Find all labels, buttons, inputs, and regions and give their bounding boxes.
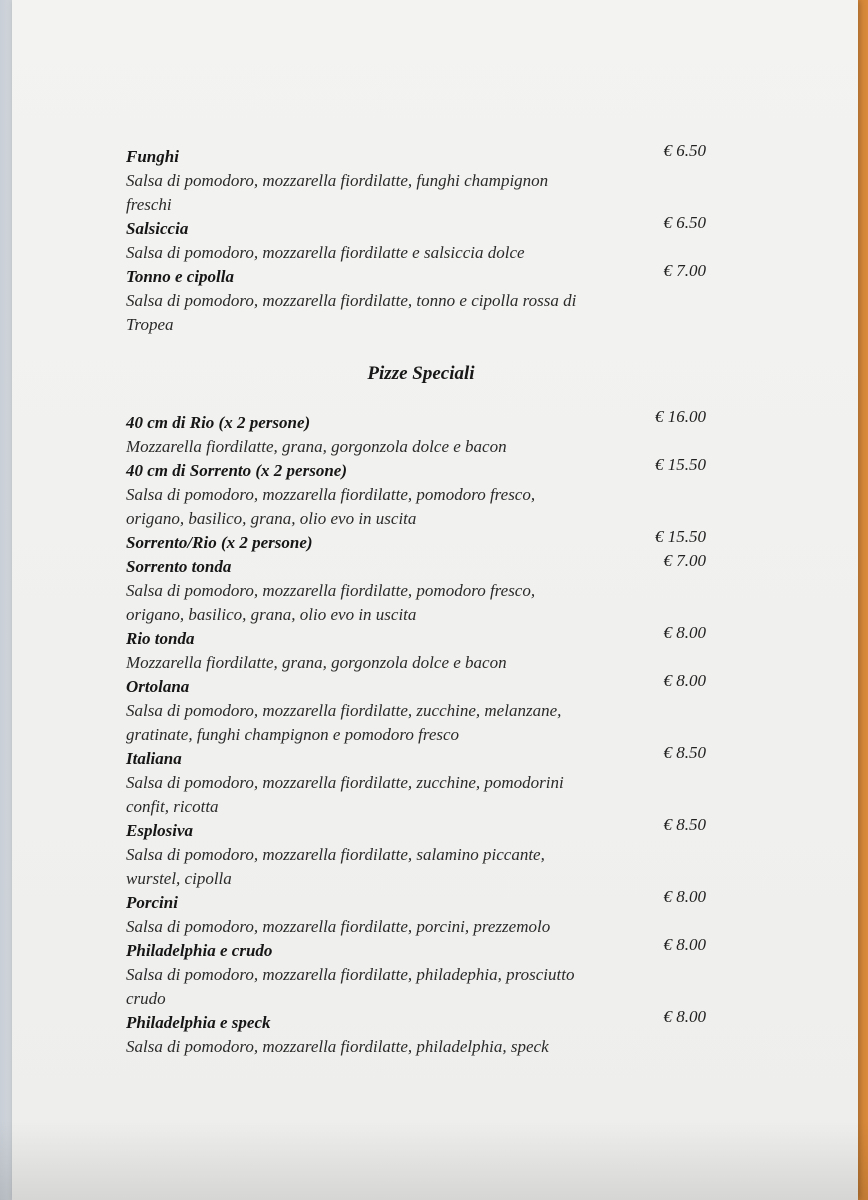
item-name: Sorrento tonda: [126, 557, 232, 576]
item-name: Philadelphia e speck: [126, 1013, 271, 1032]
item-description-line: wurstel, cipolla: [126, 869, 232, 888]
item-description-line: Salsa di pomodoro, mozzarella fiordilatte, porcini, prezzemolo: [126, 917, 551, 936]
item-name: Rio tonda: [126, 629, 195, 648]
menu-item: [126, 815, 706, 891]
item-name: Tonno e cipolla: [126, 267, 234, 286]
item-name: 40 cm di Rio (x 2 persone): [126, 413, 311, 432]
menu-item: [126, 671, 706, 747]
item-name: Italiana: [126, 749, 182, 768]
menu-item: [126, 455, 706, 531]
item-name: Ortolana: [126, 677, 190, 696]
item-description-line: Salsa di pomodoro, mozzarella fiordilatte, philadelphia, speck: [126, 1037, 549, 1056]
item-description-line: Salsa di pomodoro, mozzarella fiordilatte, pomodoro fresco,: [126, 485, 536, 504]
item-name: Porcini: [126, 893, 178, 912]
item-description-line: Salsa di pomodoro, mozzarella fiordilatte, salamino piccante,: [126, 845, 545, 864]
item-price: € 6.50: [663, 213, 706, 232]
item-description-line: Salsa di pomodoro, mozzarella fiordilatte, tonno e cipolla rossa di: [126, 291, 577, 310]
item-description-line: crudo: [126, 989, 166, 1008]
menu-item: [126, 623, 706, 675]
item-price: € 6.50: [663, 141, 706, 160]
item-price: € 8.50: [663, 743, 706, 762]
item-description-line: Salsa di pomodoro, mozzarella fiordilatte, pomodoro fresco,: [126, 581, 536, 600]
item-price: € 7.00: [663, 551, 706, 570]
item-price: € 16.00: [655, 407, 706, 426]
item-price: € 15.50: [655, 527, 706, 546]
item-price: € 7.00: [663, 261, 706, 280]
item-name: Funghi: [126, 147, 179, 166]
menu-item: [126, 1007, 706, 1059]
menu-item: [126, 743, 706, 819]
item-description-line: confit, ricotta: [126, 797, 219, 816]
menu-item: [126, 213, 706, 265]
item-description-line: freschi: [126, 195, 172, 214]
item-price: € 8.00: [663, 1007, 706, 1026]
menu-item: [126, 887, 706, 939]
item-name: Esplosiva: [126, 821, 194, 840]
item-description-line: Salsa di pomodoro, mozzarella fiordilatte, philadephia, prosciutto: [126, 965, 575, 984]
item-description-line: Salsa di pomodoro, mozzarella fiordilatte, zucchine, melanzane,: [126, 701, 562, 720]
item-description-line: origano, basilico, grana, olio evo in uscita: [126, 605, 417, 624]
item-description-line: Salsa di pomodoro, mozzarella fiordilatte e salsiccia dolce: [126, 243, 525, 262]
item-description-line: Salsa di pomodoro, mozzarella fiordilatte, zucchine, pomodorini: [126, 773, 564, 792]
item-price: € 8.00: [663, 887, 706, 906]
menu-item: [126, 261, 706, 337]
item-name: Salsiccia: [126, 219, 189, 238]
menu-item: [126, 527, 706, 555]
item-price: € 15.50: [655, 455, 706, 474]
section-title: Pizze Speciali: [367, 363, 475, 384]
item-price: € 8.00: [663, 671, 706, 690]
menu-item: [126, 407, 706, 459]
item-price: € 8.00: [663, 935, 706, 954]
item-description-line: Tropea: [126, 315, 174, 334]
menu-content: [126, 141, 706, 1059]
special-items-list: [126, 407, 706, 1059]
item-price: € 8.50: [663, 815, 706, 834]
item-name: Philadelphia e crudo: [126, 941, 273, 960]
item-description-line: gratinate, funghi champignon e pomodoro fresco: [126, 725, 460, 744]
menu-item: [126, 551, 706, 627]
item-description-line: Mozzarella fiordilatte, grana, gorgonzola dolce e bacon: [126, 437, 507, 456]
menu-item: [126, 141, 706, 217]
item-name: 40 cm di Sorrento (x 2 persone): [126, 461, 347, 480]
item-name: Sorrento/Rio (x 2 persone): [126, 533, 313, 552]
item-description-line: Salsa di pomodoro, mozzarella fiordilatte, funghi champignon: [126, 171, 549, 190]
top-items-list: [126, 141, 706, 337]
menu-item: [126, 935, 706, 1011]
item-description-line: Mozzarella fiordilatte, grana, gorgonzola dolce e bacon: [126, 653, 507, 672]
item-price: € 8.00: [663, 623, 706, 642]
item-description-line: origano, basilico, grana, olio evo in uscita: [126, 509, 417, 528]
